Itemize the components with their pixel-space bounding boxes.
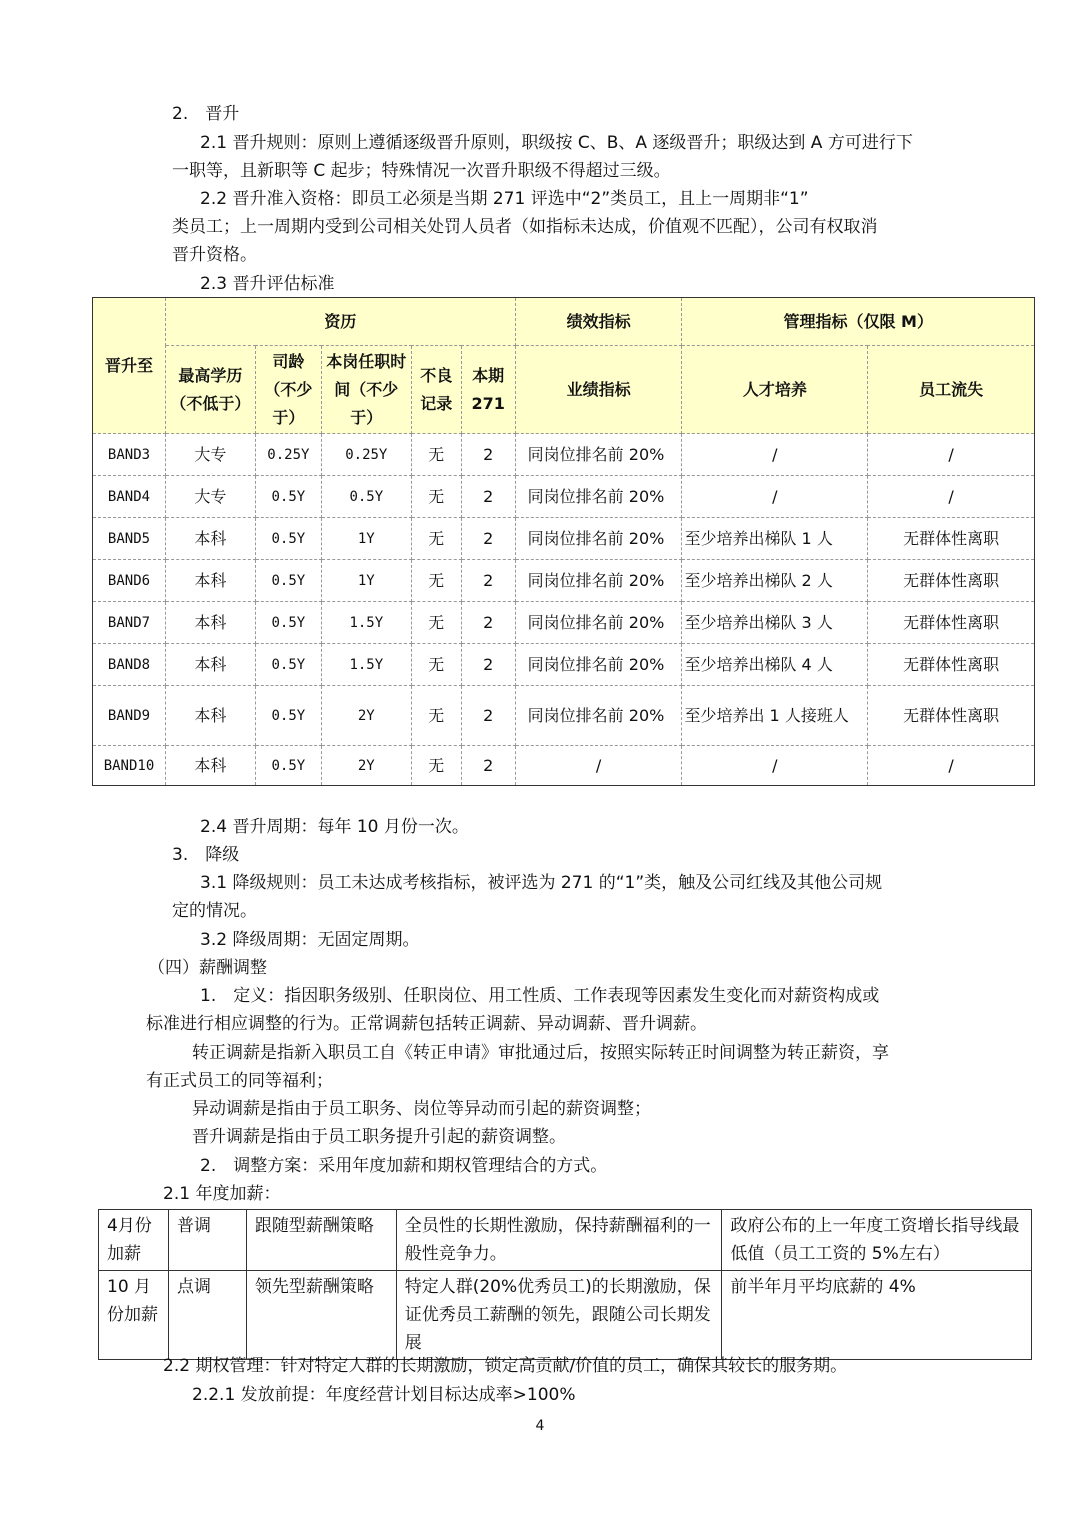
table-row	[93, 518, 1035, 560]
raise-strategy-cell: 跟随型薪酬策略	[246, 1210, 396, 1271]
r271-cell: 2	[461, 686, 515, 746]
post-cell: 1Y	[321, 518, 411, 560]
tenure-cell: 0.5Y	[255, 644, 321, 686]
promotion-rule-line2: 一职等，且新职等 C 起步；特殊情况一次晋升职级不得超过三级。	[172, 161, 671, 181]
post-cell: 1.5Y	[321, 602, 411, 644]
talent-cell: /	[682, 434, 868, 476]
demotion-heading: 3. 降级	[172, 845, 240, 865]
table-row	[93, 644, 1035, 686]
tenure-cell: 0.5Y	[255, 602, 321, 644]
turnover-cell: 无群体性离职	[868, 686, 1035, 746]
turnover-cell: /	[868, 746, 1035, 786]
bad-record-cell: 无	[411, 560, 461, 602]
promotion-entry-line2: 类员工；上一周期内受到公司相关处罚人员者（如指标未达成，价值观不匹配），公司有权取消	[172, 217, 878, 237]
band-cell: BAND5	[93, 518, 166, 560]
promotion-entry-line1: 2.2 晋升准入资格：即员工必须是当期 271 评选中“2”类员工，且上一周期非“1”	[200, 189, 809, 209]
table-row	[93, 560, 1035, 602]
edu-cell: 本科	[165, 560, 255, 602]
header-bad-record: 不良记录	[411, 346, 461, 434]
turnover-cell: 无群体性离职	[868, 644, 1035, 686]
raise-month-cell: 10 月份加薪	[99, 1271, 169, 1360]
table-row	[99, 1271, 1032, 1360]
raise-description-cell: 特定人群(20%优秀员工)的长期激励，保证优秀员工薪酬的领先，跟随公司长期发展	[396, 1271, 722, 1360]
tenure-cell: 0.5Y	[255, 518, 321, 560]
perf-cell: 同岗位排名前 20%	[515, 686, 682, 746]
annual-raise-title: 2.1 年度加薪：	[163, 1184, 281, 1204]
bad-record-cell: 无	[411, 686, 461, 746]
raise-type-cell: 点调	[168, 1271, 246, 1360]
header-promote-to: 晋升至	[93, 298, 166, 434]
talent-cell: 至少培养出梯队 2 人	[682, 560, 868, 602]
r271-cell: 2	[461, 434, 515, 476]
perf-cell: /	[515, 746, 682, 786]
raise-standard-cell: 前半年月平均底薪的 4%	[722, 1271, 1032, 1360]
header-perf-index: 业绩指标	[515, 346, 682, 434]
tenure-cell: 0.5Y	[255, 560, 321, 602]
promotion-criteria-table	[92, 297, 1035, 786]
edu-cell: 大专	[165, 434, 255, 476]
band-cell: BAND6	[93, 560, 166, 602]
transfer-adjust: 异动调薪是指由于员工职务、岗位等异动而引起的薪资调整；	[192, 1099, 651, 1119]
r271-cell: 2	[461, 644, 515, 686]
option-management: 2.2 期权管理：针对特定人群的长期激励，锁定高贡献/价值的员工，确保其较长的服务期。	[163, 1356, 848, 1376]
talent-cell: 至少培养出梯队 3 人	[682, 602, 868, 644]
salary-definition-line2: 标准进行相应调整的行为。正常调薪包括转正调薪、异动调薪、晋升调薪。	[146, 1014, 707, 1034]
talent-cell: 至少培养出 1 人接班人	[682, 686, 868, 746]
demotion-cycle: 3.2 降级周期：无固定周期。	[200, 930, 420, 950]
tenure-cell: 0.5Y	[255, 476, 321, 518]
bad-record-cell: 无	[411, 476, 461, 518]
table-row	[93, 602, 1035, 644]
promotion-entry-line3: 晋升资格。	[172, 245, 257, 265]
perf-cell: 同岗位排名前 20%	[515, 476, 682, 518]
raise-standard-cell: 政府公布的上一年度工资增长指导线最低值（员工工资的 5%左右）	[722, 1210, 1032, 1271]
header-qualification: 资历	[165, 298, 515, 346]
header-turnover: 员工流失	[868, 346, 1035, 434]
band-cell: BAND9	[93, 686, 166, 746]
header-talent: 人才培养	[682, 346, 868, 434]
promotion-heading: 2. 晋升	[172, 104, 240, 124]
page-number: 4	[535, 1418, 545, 1434]
band-cell: BAND10	[93, 746, 166, 786]
promotion-adjust: 晋升调薪是指由于员工职务提升引起的薪资调整。	[192, 1127, 566, 1147]
header-current-271: 本期 271	[461, 346, 515, 434]
annual-raise-table	[98, 1209, 1032, 1360]
demotion-rule-line1: 3.1 降级规则：员工未达成考核指标，被评选为 271 的“1”类，触及公司红线及其他公司规	[200, 873, 883, 893]
table-row	[93, 686, 1035, 746]
band-cell: BAND4	[93, 476, 166, 518]
raise-description-cell: 全员性的长期性激励，保持薪酬福利的一般性竞争力。	[396, 1210, 722, 1271]
post-cell: 1Y	[321, 560, 411, 602]
talent-cell: /	[682, 746, 868, 786]
perf-cell: 同岗位排名前 20%	[515, 560, 682, 602]
post-cell: 1.5Y	[321, 644, 411, 686]
option-premise: 2.2.1 发放前提：年度经营计划目标达成率>100%	[192, 1385, 576, 1405]
post-cell: 2Y	[321, 686, 411, 746]
band-cell: BAND7	[93, 602, 166, 644]
tenure-cell: 0.5Y	[255, 746, 321, 786]
bad-record-cell: 无	[411, 434, 461, 476]
edu-cell: 大专	[165, 476, 255, 518]
perf-cell: 同岗位排名前 20%	[515, 644, 682, 686]
r271-cell: 2	[461, 518, 515, 560]
band-cell: BAND8	[93, 644, 166, 686]
talent-cell: /	[682, 476, 868, 518]
band-cell: BAND3	[93, 434, 166, 476]
table-row	[99, 1210, 1032, 1271]
turnover-cell: 无群体性离职	[868, 518, 1035, 560]
table-row	[93, 476, 1035, 518]
turnover-cell: /	[868, 476, 1035, 518]
r271-cell: 2	[461, 746, 515, 786]
header-management: 管理指标（仅限 M）	[682, 298, 1035, 346]
talent-cell: 至少培养出梯队 1 人	[682, 518, 868, 560]
edu-cell: 本科	[165, 602, 255, 644]
perf-cell: 同岗位排名前 20%	[515, 602, 682, 644]
turnover-cell: /	[868, 434, 1035, 476]
table-row	[93, 434, 1035, 476]
post-cell: 0.5Y	[321, 476, 411, 518]
post-cell: 0.25Y	[321, 434, 411, 476]
bad-record-cell: 无	[411, 746, 461, 786]
bad-record-cell: 无	[411, 602, 461, 644]
salary-definition-line1: 1. 定义：指因职务级别、任职岗位、用工性质、工作表现等因素发生变化而对薪资构成或	[200, 986, 880, 1006]
talent-cell: 至少培养出梯队 4 人	[682, 644, 868, 686]
demotion-rule-line2: 定的情况。	[172, 901, 257, 921]
turnover-cell: 无群体性离职	[868, 560, 1035, 602]
table-row	[93, 746, 1035, 786]
edu-cell: 本科	[165, 686, 255, 746]
edu-cell: 本科	[165, 746, 255, 786]
r271-cell: 2	[461, 476, 515, 518]
tenure-cell: 0.5Y	[255, 686, 321, 746]
raise-month-cell: 4月份加薪	[99, 1210, 169, 1271]
turnover-cell: 无群体性离职	[868, 602, 1035, 644]
salary-heading: （四）薪酬调整	[148, 958, 267, 978]
regular-adjust-line1: 转正调薪是指新入职员工自《转正申请》审批通过后，按照实际转正时间调整为转正薪资，享	[192, 1043, 889, 1063]
r271-cell: 2	[461, 560, 515, 602]
header-education: 最高学历（不低于）	[165, 346, 255, 434]
edu-cell: 本科	[165, 518, 255, 560]
raise-strategy-cell: 领先型薪酬策略	[246, 1271, 396, 1360]
tenure-cell: 0.25Y	[255, 434, 321, 476]
header-post-time: 本岗任职时间（不少于）	[321, 346, 411, 434]
perf-cell: 同岗位排名前 20%	[515, 518, 682, 560]
edu-cell: 本科	[165, 644, 255, 686]
adjust-plan: 2. 调整方案：采用年度加薪和期权管理结合的方式。	[200, 1156, 608, 1176]
post-cell: 2Y	[321, 746, 411, 786]
promotion-rule-line1: 2.1 晋升规则：原则上遵循逐级晋升原则，职级按 C、B、A 逐级晋升；职级达到 A 方可进行下	[200, 133, 913, 153]
regular-adjust-line2: 有正式员工的同等福利；	[146, 1071, 333, 1091]
promotion-criteria-title: 2.3 晋升评估标准	[200, 274, 335, 294]
header-tenure: 司龄（不少于）	[255, 346, 321, 434]
header-performance: 绩效指标	[515, 298, 682, 346]
perf-cell: 同岗位排名前 20%	[515, 434, 682, 476]
raise-type-cell: 普调	[168, 1210, 246, 1271]
bad-record-cell: 无	[411, 518, 461, 560]
promotion-cycle: 2.4 晋升周期：每年 10 月份一次。	[200, 817, 469, 837]
bad-record-cell: 无	[411, 644, 461, 686]
r271-cell: 2	[461, 602, 515, 644]
